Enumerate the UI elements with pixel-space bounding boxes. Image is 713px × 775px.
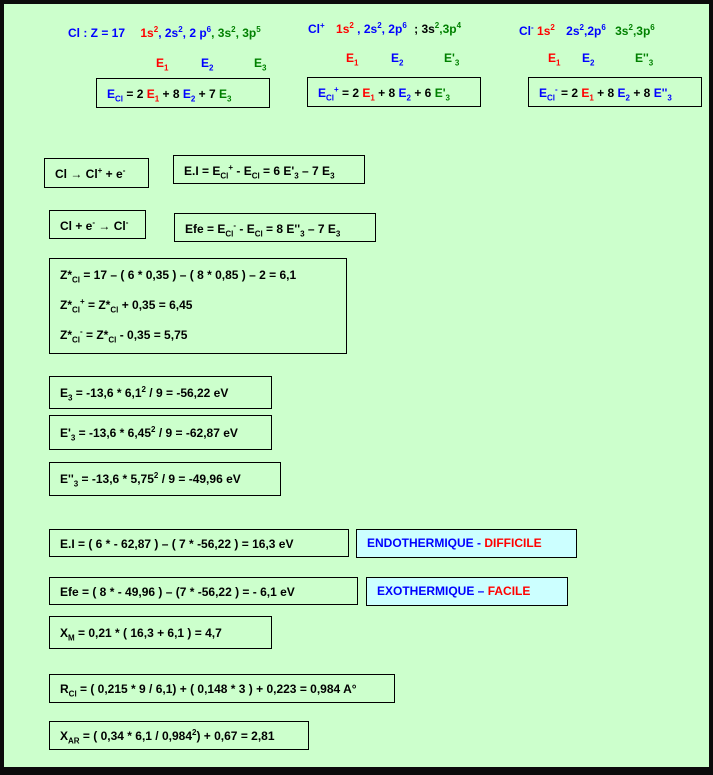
cl-configuration: Cl : Z = 17 $1s^2$, $2s^2$, 2 $p^6$, $3s^2$, $3p^5$ bbox=[68, 25, 261, 40]
label-e3p-clp: $E'_3$ bbox=[444, 51, 460, 68]
ei-result-box bbox=[49, 529, 349, 557]
zeff-cl-plus: $Z*_{Cl}^+ = Z*_{Cl} + 0,35 = 6,45$ bbox=[60, 297, 193, 315]
energy-e3-box bbox=[49, 376, 272, 409]
radius-formula: $R_{Cl}$ = ( 0,215 * 9 / 6,1) + ( 0,148 * 3 ) + 0,223 = 0,984 A° bbox=[60, 682, 357, 699]
ionization-reaction-box bbox=[44, 158, 149, 188]
ei-result: E.I = ( 6 * - 62,87 ) – ( 7 * -56,22 ) = 16,3 eV bbox=[60, 537, 294, 551]
effective-charge-box bbox=[49, 258, 347, 354]
xar-box bbox=[49, 721, 309, 750]
label-e2-clm: $E_2$ bbox=[582, 51, 595, 68]
xm-formula: $X_M = 0,21$ * ( 16,3 + 6,1 ) = 4,7 bbox=[60, 626, 222, 643]
energy-cl-plus-formula: $E_{Cl}^+ = 2$ $E_1 + 8$ $E_2 + 6$ $E'_3$ bbox=[318, 85, 450, 103]
energy-e3p: $E'_3 = -13,6 * 6,45^2 / 9 = -62,87$ eV bbox=[60, 425, 238, 443]
ionization-energy-box bbox=[173, 155, 365, 184]
energy-e3p-box bbox=[49, 415, 272, 450]
efe-result-box bbox=[49, 577, 358, 605]
energy-e3pp-box bbox=[49, 462, 281, 496]
energy-e3pp: $E''_3 = -13,6 * 5,75^2 / 9 = -49,96$ eV bbox=[60, 471, 241, 489]
cl-label: Cl : Z = 17 bbox=[68, 26, 126, 40]
capture-reaction: Cl + e- → Cl- bbox=[60, 218, 129, 233]
page bbox=[4, 4, 709, 767]
ionization-energy-formula: $E.I = E_{Cl}^+ - E_{Cl} = 6$ $E'_3 - 7$ $E_3$ bbox=[184, 163, 335, 181]
energy-cl-box bbox=[96, 78, 270, 108]
zeff-cl-minus: $Z*_{Cl}^- = Z*_{Cl} - 0,35 = 5,75$ bbox=[60, 327, 188, 345]
label-e1-cl: $E_1$ bbox=[156, 56, 169, 73]
energy-cl-minus-formula: $E_{Cl}^- = 2$ $E_1 + 8$ $E_2 + 8$ $E''_3$ bbox=[539, 85, 672, 103]
energy-cl-formula: $E_{Cl} = 2$ $E_1 + 8$ $E_2 + 7$ $E_3$ bbox=[107, 87, 232, 104]
efe-result: Efe = ( 8 * - 49,96 ) – (7 * -56,22 ) = - 6,1 eV bbox=[60, 585, 295, 599]
capture-reaction-box bbox=[49, 210, 146, 239]
label-e3pp-clm: $E''_3$ bbox=[635, 51, 654, 68]
electronic-affinity-box bbox=[174, 213, 376, 242]
efe-nature-tag: EXOTHERMIQUE – FACILE bbox=[366, 577, 568, 606]
label-e2-cl: $E_2$ bbox=[201, 56, 214, 73]
ionization-reaction: Cl → Cl+ + e- bbox=[55, 166, 126, 181]
energy-cl-minus-box bbox=[528, 77, 702, 107]
ei-nature-tag: ENDOTHERMIQUE - DIFFICILE bbox=[356, 529, 577, 558]
label-e1-clp: $E_1$ bbox=[346, 51, 359, 68]
xm-box bbox=[49, 616, 272, 649]
zeff-cl: $Z*_{Cl} = 17$ – ( 6 * 0,35 ) – ( 8 * 0,85 ) – 2 = 6,1 bbox=[60, 268, 297, 285]
energy-e3: $E_3 = -13,6 * 6,1^2 / 9 = -56,22$ eV bbox=[60, 385, 229, 403]
electronic-affinity-formula: Efe = $E_{Cl}^- - E_{Cl} = 8$ $E''_3 - 7$ $E_3$ bbox=[185, 221, 341, 239]
label-e2-clp: $E_2$ bbox=[391, 51, 404, 68]
cl-minus-configuration: Cl- $1s^2$ $2s^2,2p^6$ $3s^2,3p^6$ bbox=[519, 23, 655, 38]
radius-box bbox=[49, 674, 395, 703]
energy-cl-plus-box bbox=[307, 77, 481, 107]
label-e1-clm: $E_1$ bbox=[548, 51, 561, 68]
xar-formula: $X_{AR}$ = ( $0,34 * 6,1 / 0,984^2) + 0,67 = 2,81$ bbox=[60, 728, 275, 746]
label-e3-cl: $E_3$ bbox=[254, 56, 267, 73]
cl-plus-configuration: Cl+ $1s^2$ , $2s^2$, $2p^6$ ; $3s^2,3p^4$ bbox=[308, 21, 462, 36]
